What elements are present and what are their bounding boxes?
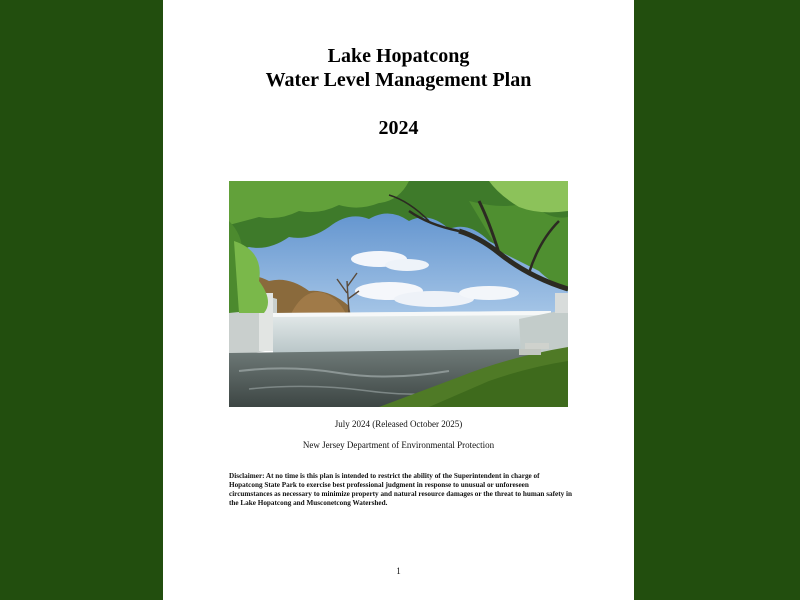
date-line: July 2024 (Released October 2025): [334, 419, 463, 429]
document-year: 2024: [378, 117, 419, 139]
document-page: [163, 0, 634, 600]
disclaimer-text: Disclaimer: At no time is this plan is intended to restrict the ability of the Superintendent in charge of Hopatcong State Park to exercise best professional judgment in response to unusual or unforeseen circumstances as necessary to minimize property and natural resource damages or the threat to human safety in the Lake Hopatcong and Musconetcong Watershed.: [229, 472, 572, 507]
title-line-2: Water Level Management Plan: [265, 69, 532, 91]
dam-photo-illustration: [229, 181, 568, 407]
title-line-1: Lake Hopatcong: [327, 45, 470, 67]
document-title: [163, 44, 634, 92]
agency-name: New Jersey Department of Environmental Protection: [302, 440, 495, 450]
page-number: 1: [396, 566, 401, 576]
cover-photo-dam-spillway: [229, 181, 568, 407]
